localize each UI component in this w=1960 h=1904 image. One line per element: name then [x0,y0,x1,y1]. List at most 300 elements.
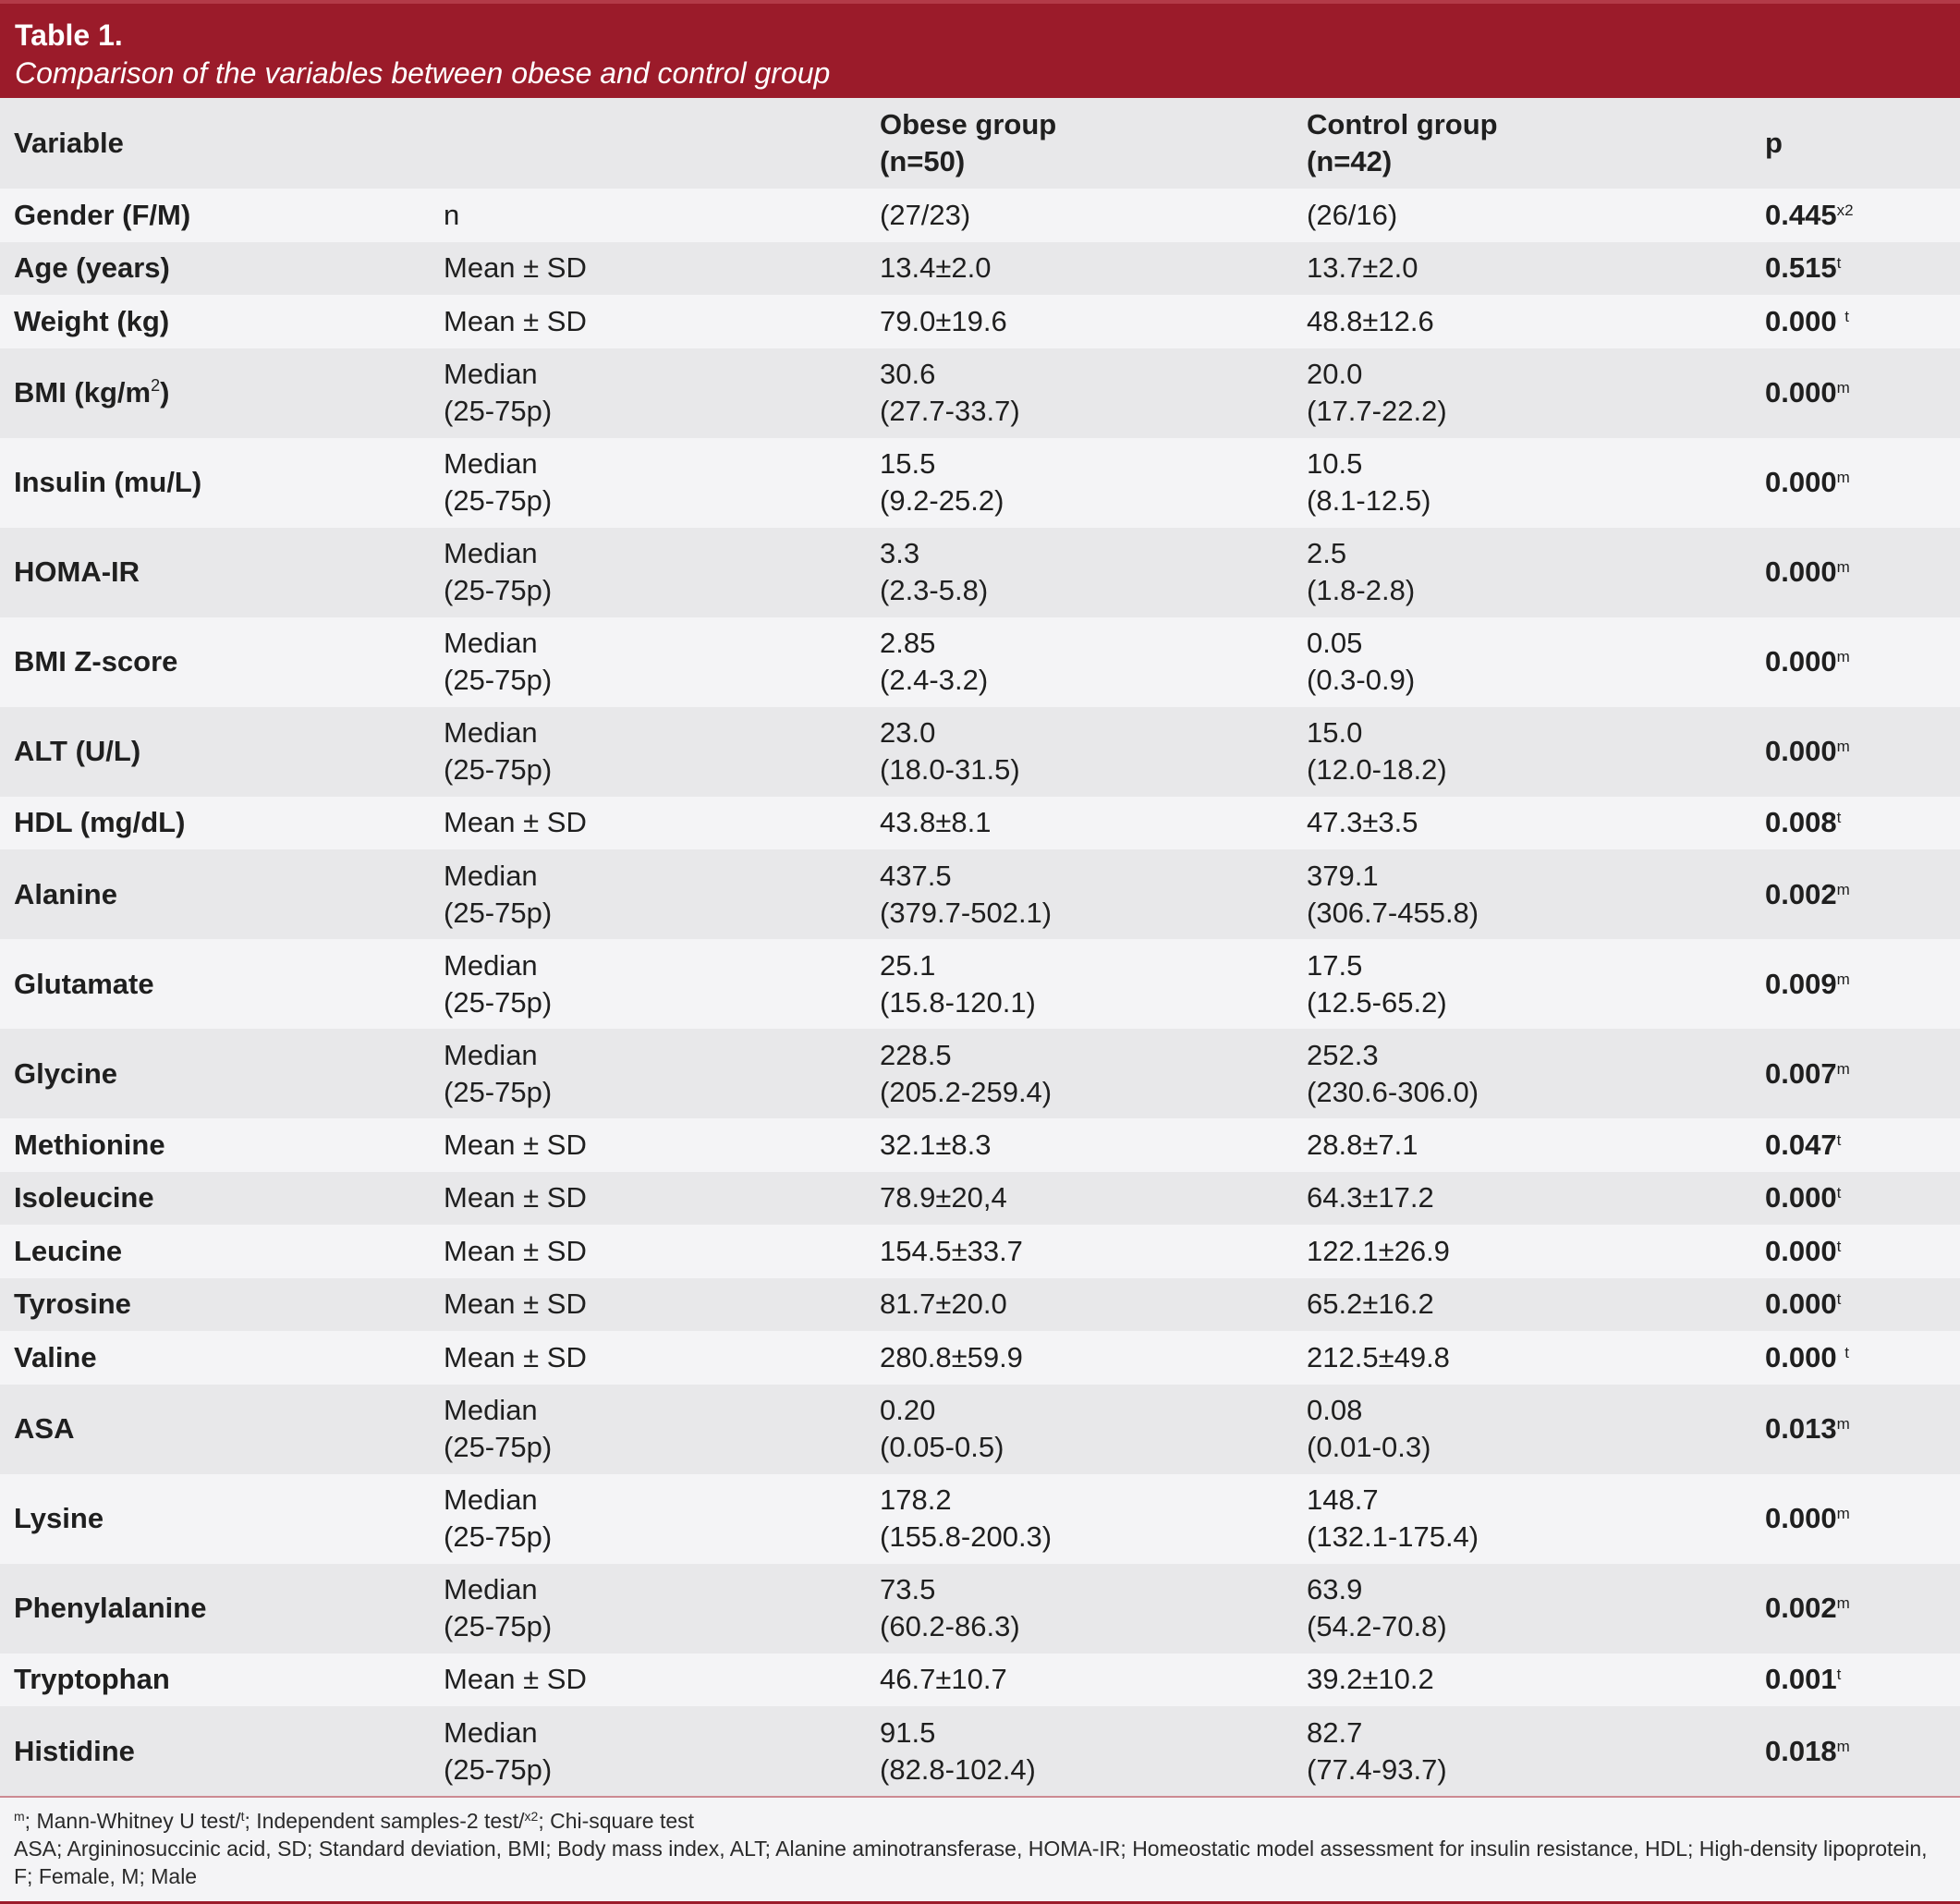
p-value: 0.007 [1765,1056,1837,1090]
cell-control [1293,1029,1751,1118]
cell-obese [866,1172,1293,1226]
cell-variable [0,939,430,1029]
test-marker: m [1836,1059,1850,1078]
cell-control [1293,797,1751,850]
p-value: 0.000 [1765,735,1837,767]
cell-control [1293,1706,1751,1796]
obese-value: 15.5 [880,447,936,480]
cell-variable [0,1564,430,1654]
control-range: (12.5-65.2) [1307,985,1447,1019]
statistic-line1: Mean ± SD [444,1234,587,1267]
control-value: 63.9 [1307,1573,1363,1605]
cell-p-value [1751,348,1960,438]
cell-control [1293,1118,1751,1172]
test-marker: m [1836,1505,1850,1522]
table-header [0,98,1960,189]
table-caption: Comparison of the variables between obese and control group [15,56,831,90]
header-obese-line1: Obese group [880,108,1057,140]
cell-statistic [430,1172,866,1226]
control-value: 10.5 [1307,447,1363,480]
cell-statistic [430,849,866,939]
cell-control [1293,1225,1751,1278]
variable-label: BMI Z-score [14,645,178,677]
table-row [0,1278,1960,1332]
cell-statistic [430,1385,866,1474]
header-variable: Variable [0,98,430,189]
test-marker: x2 [1836,201,1854,219]
header-control [1293,98,1751,189]
statistic-line1: Mean ± SD [444,1340,587,1373]
variable-label: HDL (mg/dL) [14,806,186,839]
statistic-line1: Mean ± SD [444,1181,587,1214]
statistic-line1: Mean ± SD [444,1663,587,1696]
control-value: 20.0 [1307,358,1363,390]
variable-label: BMI (kg/m [14,376,152,409]
cell-variable [0,849,430,939]
cell-statistic [430,617,866,707]
cell-p-value [1751,1564,1960,1654]
control-range: (12.0-18.2) [1307,753,1447,786]
cell-p-value [1751,849,1960,939]
cell-obese [866,1225,1293,1278]
test-marker: m [1836,738,1850,755]
cell-obese [866,1029,1293,1118]
cell-variable [0,348,430,438]
cell-variable [0,1706,430,1796]
cell-statistic [430,797,866,850]
statistic-line1: Median [444,447,538,480]
p-value: 0.000 [1765,304,1845,337]
p-value: 0.000 [1765,466,1837,498]
table-row [0,295,1960,348]
statistic-line1: Median [444,859,538,892]
test-marker: m [1836,558,1850,576]
obese-value: 25.1 [880,948,936,982]
statistic-line2: (25-75p) [444,1752,553,1786]
test-marker: m [1836,648,1850,665]
variable-tail: ) [160,376,170,409]
footnote-test-legend [14,1807,1946,1835]
header-obese-line2: (n=50) [880,145,966,177]
cell-obese [866,1706,1293,1796]
variable-label: Gender (F/M) [14,198,191,231]
cell-variable [0,797,430,850]
cell-p-value [1751,1331,1960,1385]
cell-p-value [1751,1278,1960,1332]
variable-label: Alanine [14,877,117,910]
obese-value: 154.5±33.7 [880,1234,1023,1267]
cell-variable [0,617,430,707]
footnote-x2-marker: x2 [524,1809,539,1824]
obese-range: (205.2-259.4) [880,1075,1053,1108]
obese-value: 79.0±19.6 [880,304,1007,337]
cell-control [1293,939,1751,1029]
variable-label: Lysine [14,1502,104,1534]
comparison-table [0,98,1960,1796]
control-range: (132.1-175.4) [1307,1520,1479,1553]
obese-range: (2.4-3.2) [880,664,989,696]
cell-p-value [1751,1225,1960,1278]
test-marker: t [1836,1184,1842,1202]
cell-variable [0,528,430,617]
p-value: 0.000 [1765,645,1837,677]
p-value: 0.047 [1765,1128,1837,1161]
statistic-line1: Median [444,358,538,390]
variable-label: Valine [14,1340,97,1373]
obese-range: (155.8-200.3) [880,1520,1053,1553]
control-value: 212.5±49.8 [1307,1340,1450,1373]
header-p: p [1751,98,1960,189]
p-value: 0.000 [1765,1288,1837,1321]
control-value: 64.3±17.2 [1307,1181,1434,1214]
cell-control [1293,617,1751,707]
control-range: (1.8-2.8) [1307,574,1416,606]
control-value: 82.7 [1307,1715,1363,1749]
test-marker: t [1844,1343,1849,1361]
obese-range: (2.3-5.8) [880,574,989,606]
statistic-line2: (25-75p) [444,985,553,1019]
p-value: 0.008 [1765,806,1837,839]
header-control-line1: Control group [1307,108,1498,140]
table-body [0,189,1960,1796]
p-value: 0.445 [1765,198,1837,231]
variable-label: Glutamate [14,967,154,1000]
cell-statistic [430,707,866,797]
statistic-line2: (25-75p) [444,896,553,929]
table-row [0,1118,1960,1172]
obese-value: 0.20 [880,1394,936,1426]
table-row [0,189,1960,242]
variable-label: Phenylalanine [14,1592,207,1624]
test-marker: t [1836,1237,1842,1255]
obese-value: 3.3 [880,537,920,569]
p-value: 0.000 [1765,1234,1837,1267]
obese-value: (27/23) [880,198,971,231]
test-marker: t [1836,1130,1842,1149]
cell-obese [866,1331,1293,1385]
statistic-line1: Median [444,627,538,659]
variable-label: Isoleucine [14,1181,154,1214]
cell-control [1293,849,1751,939]
header-row [0,98,1960,189]
statistic-line1: Median [444,1394,538,1426]
obese-range: (27.7-33.7) [880,395,1020,427]
p-value: 0.515 [1765,251,1837,285]
test-marker: m [1836,469,1850,486]
cell-variable [0,1331,430,1385]
cell-obese [866,189,1293,242]
cell-p-value [1751,295,1960,348]
cell-control [1293,707,1751,797]
test-marker: m [1836,970,1850,988]
statistic-line2: (25-75p) [444,1610,553,1642]
obese-value: 91.5 [880,1715,936,1749]
cell-control [1293,1278,1751,1332]
obese-value: 46.7±10.7 [880,1663,1007,1696]
table-row [0,939,1960,1029]
cell-statistic [430,348,866,438]
cell-p-value [1751,242,1960,296]
cell-p-value [1751,1385,1960,1474]
test-marker: t [1836,1290,1842,1309]
table-row [0,617,1960,707]
statistic-line2: (25-75p) [444,484,553,517]
test-marker: t [1836,809,1842,827]
obese-value: 437.5 [880,859,952,892]
obese-value: 81.7±20.0 [880,1288,1007,1321]
control-value: (26/16) [1307,198,1398,231]
cell-obese [866,295,1293,348]
cell-p-value [1751,1172,1960,1226]
table-row [0,1564,1960,1654]
control-range: (306.7-455.8) [1307,896,1479,929]
table-row [0,1331,1960,1385]
table-row [0,1474,1960,1564]
table-row [0,528,1960,617]
control-value: 0.08 [1307,1394,1363,1426]
p-value: 0.009 [1765,967,1837,1000]
cell-obese [866,1118,1293,1172]
control-value: 39.2±10.2 [1307,1663,1434,1696]
header-statistic [430,98,866,189]
variable-label: HOMA-IR [14,555,140,588]
table-row [0,1029,1960,1118]
test-marker: t [1836,254,1842,273]
footnote-t-text: ; Independent samples-2 test/ [244,1809,525,1833]
cell-obese [866,1385,1293,1474]
cell-statistic [430,438,866,528]
cell-variable [0,707,430,797]
p-value: 0.018 [1765,1734,1837,1767]
statistic-line1: Mean ± SD [444,1288,587,1321]
variable-label: Tyrosine [14,1288,131,1321]
footnote-m-marker: m [14,1809,25,1824]
control-range: (77.4-93.7) [1307,1752,1447,1786]
test-marker: m [1836,880,1850,898]
statistic-line1: Mean ± SD [444,806,587,839]
control-value: 379.1 [1307,859,1379,892]
control-value: 48.8±12.6 [1307,304,1434,337]
statistic-line2: (25-75p) [444,395,553,427]
control-range: (8.1-12.5) [1307,484,1431,517]
cell-statistic [430,528,866,617]
statistic-line2: (25-75p) [444,1075,553,1108]
cell-statistic [430,1564,866,1654]
control-value: 15.0 [1307,716,1363,749]
cell-variable [0,1654,430,1707]
obese-value: 13.4±2.0 [880,251,992,285]
cell-statistic [430,1474,866,1564]
variable-label: Leucine [14,1234,123,1267]
control-value: 47.3±3.5 [1307,806,1418,839]
p-value: 0.002 [1765,877,1837,910]
statistic-line2: (25-75p) [444,1520,553,1553]
cell-statistic [430,939,866,1029]
obese-range: (18.0-31.5) [880,753,1020,786]
cell-obese [866,1654,1293,1707]
control-value: 28.8±7.1 [1307,1128,1418,1161]
obese-value: 32.1±8.3 [880,1128,992,1161]
cell-variable [0,1385,430,1474]
cell-control [1293,438,1751,528]
cell-obese [866,242,1293,296]
cell-variable [0,438,430,528]
cell-obese [866,1564,1293,1654]
control-value: 65.2±16.2 [1307,1288,1434,1321]
table-row [0,1172,1960,1226]
test-marker: t [1844,307,1849,325]
table-row [0,1706,1960,1796]
cell-obese [866,1278,1293,1332]
statistic-line1: n [444,198,460,231]
obese-value: 73.5 [880,1573,936,1605]
obese-value: 43.8±8.1 [880,806,992,839]
obese-value: 228.5 [880,1038,952,1071]
cell-p-value [1751,939,1960,1029]
variable-label: Tryptophan [14,1663,170,1696]
table-row [0,1385,1960,1474]
cell-control [1293,1564,1751,1654]
cell-obese [866,1474,1293,1564]
footnote-m-text: ; Mann-Whitney U test/ [24,1809,241,1833]
cell-obese [866,939,1293,1029]
obese-range: (379.7-502.1) [880,896,1053,929]
p-value: 0.001 [1765,1663,1837,1696]
statistic-line1: Mean ± SD [444,1128,587,1161]
cell-control [1293,295,1751,348]
control-value: 17.5 [1307,948,1363,982]
footnote-abbreviations: ASA; Argininosuccinic acid, SD; Standard deviation, BMI; Body mass index, ALT; Alanine aminotransferase, HOMA-IR; Homeostatic model assessment for insulin resistance, HDL; High-density lipoprotein, F; Female, M; Male [14,1837,1928,1888]
cell-control [1293,528,1751,617]
cell-statistic [430,295,866,348]
statistic-line1: Mean ± SD [444,251,587,285]
statistic-line2: (25-75p) [444,664,553,696]
footnote-t-marker: t [240,1809,245,1824]
table-label: Table 1. [15,18,123,52]
variable-label: Methionine [14,1128,165,1161]
obese-value: 2.85 [880,627,936,659]
cell-p-value [1751,1706,1960,1796]
statistic-line2: (25-75p) [444,574,553,606]
cell-statistic [430,1029,866,1118]
cell-obese [866,528,1293,617]
cell-p-value [1751,189,1960,242]
variable-label: ASA [14,1412,75,1445]
cell-statistic [430,1225,866,1278]
cell-variable [0,1225,430,1278]
test-marker: m [1836,1594,1850,1612]
variable-label: Histidine [14,1734,135,1767]
cell-variable [0,1172,430,1226]
obese-range: (82.8-102.4) [880,1752,1036,1786]
test-marker: t [1836,1666,1842,1684]
cell-obese [866,849,1293,939]
variable-label: Glycine [14,1056,117,1090]
cell-p-value [1751,797,1960,850]
cell-obese [866,617,1293,707]
cell-control [1293,1172,1751,1226]
obese-value: 78.9±20,4 [880,1181,1007,1214]
statistic-line1: Median [444,1038,538,1071]
cell-statistic [430,1331,866,1385]
control-value: 0.05 [1307,627,1363,659]
table-title-bar [0,0,1960,98]
cell-p-value [1751,1029,1960,1118]
control-range: (0.01-0.3) [1307,1431,1431,1463]
cell-obese [866,707,1293,797]
cell-variable [0,295,430,348]
statistic-line2: (25-75p) [444,753,553,786]
cell-statistic [430,1118,866,1172]
statistic-line1: Median [444,1715,538,1749]
cell-variable [0,1118,430,1172]
control-value: 252.3 [1307,1038,1379,1071]
cell-p-value [1751,528,1960,617]
cell-p-value [1751,1474,1960,1564]
cell-variable [0,1278,430,1332]
statistic-line1: Mean ± SD [444,304,587,337]
cell-control [1293,1385,1751,1474]
cell-variable [0,189,430,242]
control-range: (54.2-70.8) [1307,1610,1447,1642]
control-range: (230.6-306.0) [1307,1075,1479,1108]
test-marker: m [1836,1737,1850,1755]
statistic-line1: Median [444,1483,538,1516]
cell-control [1293,242,1751,296]
cell-p-value [1751,438,1960,528]
cell-statistic [430,1654,866,1707]
statistic-line1: Median [444,1573,538,1605]
table-footnotes [0,1796,1960,1898]
header-control-line2: (n=42) [1307,145,1393,177]
cell-control [1293,348,1751,438]
table-row [0,707,1960,797]
cell-p-value [1751,617,1960,707]
cell-obese [866,797,1293,850]
test-marker: m [1836,379,1850,397]
cell-statistic [430,189,866,242]
control-value: 2.5 [1307,537,1347,569]
cell-p-value [1751,1118,1960,1172]
control-range: (0.3-0.9) [1307,664,1416,696]
variable-superscript: 2 [151,376,161,395]
cell-statistic [430,1706,866,1796]
control-value: 148.7 [1307,1483,1379,1516]
p-value: 0.000 [1765,376,1837,409]
cell-statistic [430,242,866,296]
header-obese [866,98,1293,189]
p-value: 0.000 [1765,1340,1845,1373]
cell-control [1293,1474,1751,1564]
table-row [0,849,1960,939]
control-value: 122.1±26.9 [1307,1234,1450,1267]
table-row [0,797,1960,850]
obese-value: 280.8±59.9 [880,1340,1023,1373]
obese-range: (60.2-86.3) [880,1610,1020,1642]
test-marker: m [1836,1415,1850,1433]
cell-control [1293,1331,1751,1385]
obese-value: 30.6 [880,358,936,390]
variable-label: Insulin (mu/L) [14,466,202,498]
footnote-x2-text: ; Chi-square test [538,1809,695,1833]
p-value: 0.002 [1765,1592,1837,1624]
statistic-line1: Median [444,948,538,982]
obese-range: (9.2-25.2) [880,484,1004,517]
table-row [0,242,1960,296]
p-value: 0.013 [1765,1412,1837,1445]
table-row [0,438,1960,528]
table-row [0,1225,1960,1278]
